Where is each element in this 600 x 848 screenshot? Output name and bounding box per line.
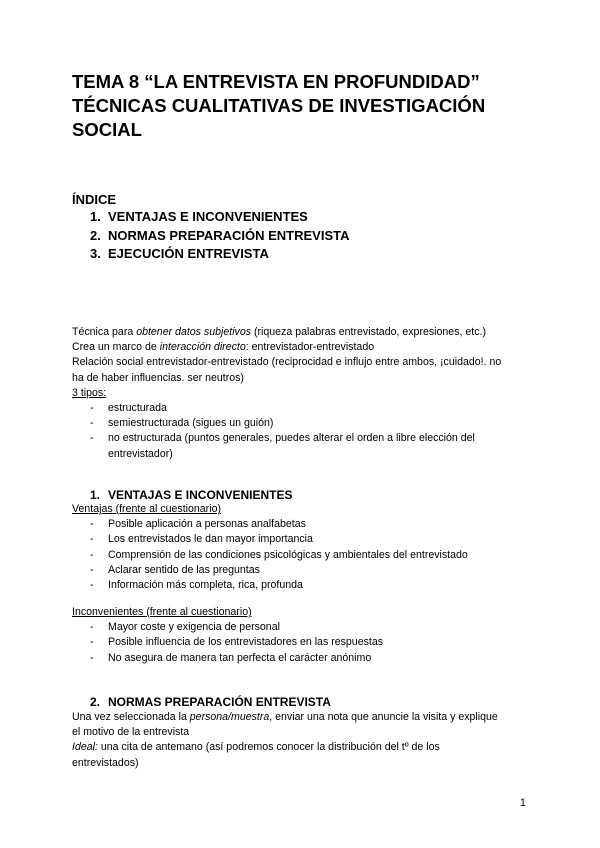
section-2-paragraph-1-line-2: el motivo de la entrevista [72,726,190,739]
text-run: (riqueza palabras entrevistado, expresiones, etc.) [251,326,486,338]
list-item [72,416,542,431]
index-item-number: 2. [90,227,101,243]
dash-bullet: - [90,651,94,664]
section-title: VENTAJAS E INCONVENIENTES [108,488,293,502]
dash-bullet: - [90,563,94,576]
section-2-paragraph-2-line-2: entrevistados) [72,756,139,769]
intro-paragraph-1 [72,325,542,340]
dash-bullet: - [90,402,94,415]
advantages-list [72,517,542,593]
section-2-paragraph-1 [72,710,542,725]
index-heading: ÍNDICE [72,192,117,207]
index-list [90,208,349,264]
list-item-text: Los entrevistados le dan mayor importancia [108,533,313,546]
list-item-text: semiestructurada (sigues un guión) [108,417,274,430]
intro-paragraph-3-line-1: Relación social entrevistador-entrevistado (reciprocidad e influjo entre ambos, ¡cuidado!. no [72,356,502,369]
section-2-body [72,710,542,771]
intro-paragraph-3-line-2: ha de haber influencias. ser neutros) [72,371,244,384]
advantages-label: Ventajas (frente al cuestionario) [72,503,221,515]
dash-bullet: - [90,432,94,445]
text-run: Técnica para [72,326,137,338]
list-item-text: Mayor coste y exigencia de personal [108,621,280,634]
text-run: una cita de antemano (así podremos conocer la distribución del tº de los [97,741,440,754]
list-item [72,651,542,666]
dash-bullet: - [90,621,94,634]
list-item-text: Aclarar sentido de las preguntas [108,563,260,576]
section-title: NORMAS PREPARACIÓN ENTREVISTA [108,695,331,709]
italic-text-run: interacción directo [159,341,246,354]
dash-bullet: - [90,533,94,546]
intro-block [72,325,542,462]
document-title [72,70,542,142]
title-line-2: TÉCNICAS CUALITATIVAS DE INVESTIGACIÓN [72,95,486,116]
list-item-text: Comprensión de las condiciones psicológicas y ambientales del entrevistado [108,548,468,561]
list-item-text [108,431,475,461]
list-item-text: Posible aplicación a personas analfabetas [108,518,306,531]
list-item [72,578,542,593]
dash-bullet: - [90,579,94,592]
italic-text-run: obtener datos subjetivos [136,326,252,338]
text-run: : entrevistador-entrevistado [245,341,375,354]
disadvantages-block [72,605,542,666]
list-item [72,401,542,416]
section-number: 2. [90,695,101,709]
section-1-heading [90,488,292,502]
list-item-text: Posible influencia de los entrevistadores en las respuestas [108,636,384,649]
list-item-text: No asegura de manera tan perfecta el carácter anónimo [108,651,372,664]
types-label: 3 tipos: [72,386,107,399]
index-item-label: VENTAJAS E INCONVENIENTES [108,209,308,224]
index-item [90,245,349,264]
list-item [72,532,542,547]
section-2-paragraph-2 [72,740,542,755]
list-item-text-line: entrevistador) [108,447,173,460]
text-run: , enviar una nota que anuncie la visita y explique [269,711,498,723]
title-line-1: TEMA 8 “LA ENTREVISTA EN PROFUNDIDAD” [72,71,480,92]
dash-bullet: - [90,417,94,430]
italic-text-run: Ideal: [72,741,98,754]
types-list [72,401,542,462]
list-item [72,517,542,532]
list-item [72,431,542,461]
index-item-number: 3. [90,246,101,261]
disadvantages-label: Inconvenientes (frente al cuestionario) [72,606,252,618]
list-item [72,620,542,635]
text-run: Una vez seleccionada la [72,711,190,723]
section-heading-row [90,488,292,502]
section-heading-row [90,695,331,709]
list-item-text: Información más completa, rica, profunda [108,579,303,592]
title-line-3: SOCIAL [72,119,142,140]
text-run: Crea un marco de [72,341,160,354]
disadvantages-list [72,620,542,666]
list-item [72,635,542,650]
index-item-number: 1. [90,209,101,224]
section-number: 1. [90,488,101,502]
section-2-heading [90,695,331,709]
list-item-text: estructurada [108,402,167,415]
index-item [90,208,349,227]
page-number: 1 [520,797,526,809]
list-item [72,563,542,578]
italic-text-run: persona/muestra [189,711,270,723]
advantages-block [72,502,542,593]
dash-bullet: - [90,636,94,649]
index-item [90,227,349,246]
list-item [72,548,542,563]
dash-bullet: - [90,518,94,531]
list-item-text-line: no estructurada (puntos generales, puedes alterar el orden a libre elección del [108,432,475,445]
index-item-label: EJECUCIÓN ENTREVISTA [108,246,269,261]
intro-paragraph-2 [72,340,542,355]
index-item-label: NORMAS PREPARACIÓN ENTREVISTA [108,227,350,243]
dash-bullet: - [90,548,94,561]
